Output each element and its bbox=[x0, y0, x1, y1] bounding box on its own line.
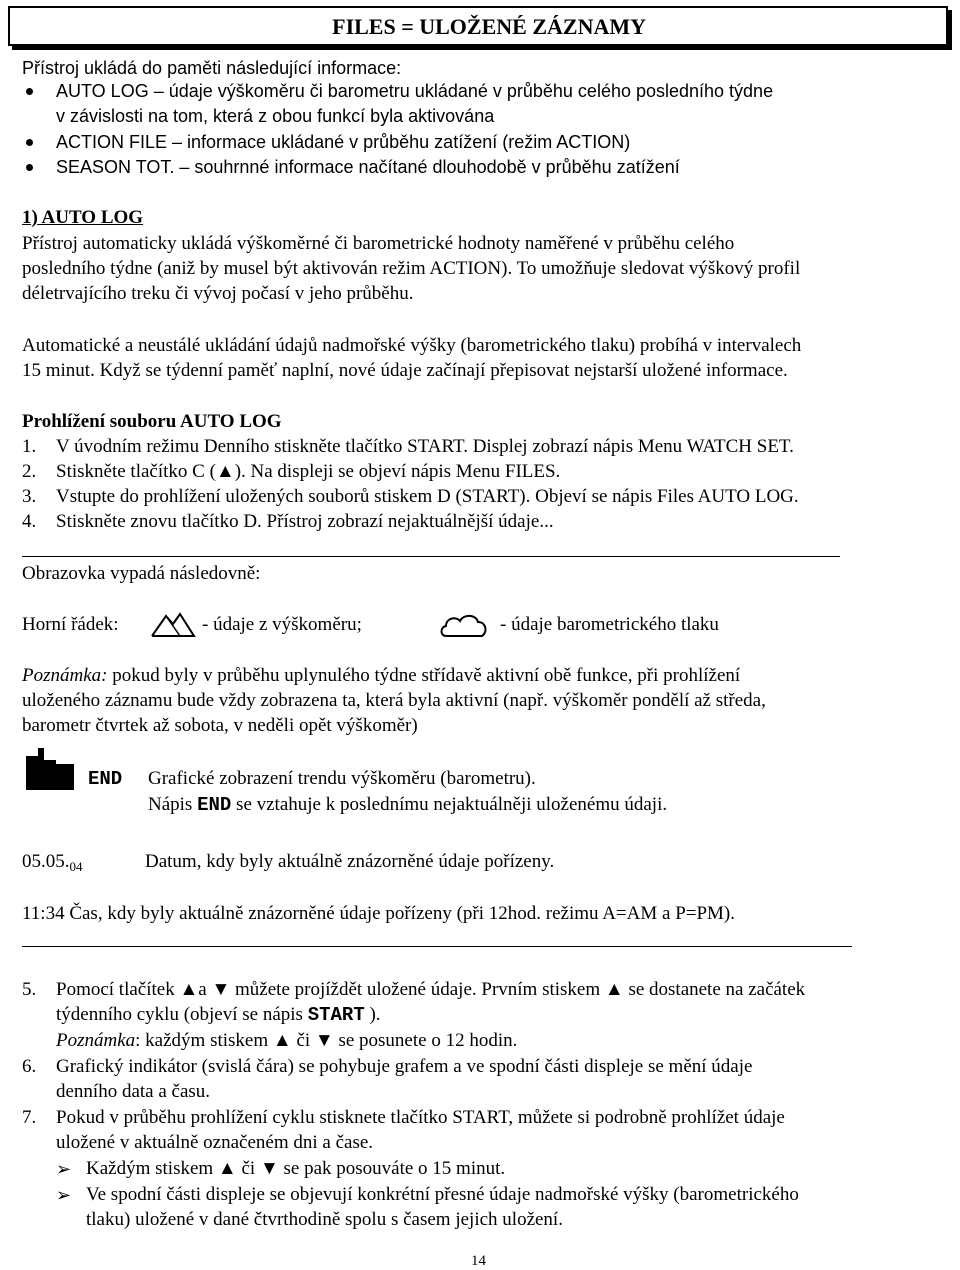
bullet-icon bbox=[26, 164, 33, 171]
step-text: Stiskněte znovu tlačítko D. Přístroj zobrazí nejaktuálnější údaje... bbox=[56, 511, 554, 532]
sub-bullet-text: Ve spodní části displeje se objevují konkrétní přesné údaje nadmořské výšky (barometrického bbox=[86, 1184, 799, 1205]
start-label: START bbox=[307, 1004, 365, 1026]
step5-post: ). bbox=[364, 1004, 381, 1025]
step7-text: uložené v aktuálně označeném dni a čase. bbox=[56, 1132, 374, 1153]
sub-bullet-text: Každým stiskem ▲ či ▼ se pak posouváte o 15 minut. bbox=[86, 1158, 506, 1179]
step-number: 2. bbox=[22, 461, 37, 482]
page-number: 14 bbox=[471, 1253, 486, 1269]
date-desc: Datum, kdy byly aktuálně znázorněné údaje pořízeny. bbox=[145, 851, 555, 872]
autolog-p1-line: Přístroj automaticky ukládá výškoměrné či barometrické hodnoty naměřené v průběhu celého bbox=[22, 233, 735, 254]
step-text: Vstupte do prohlížení uložených souborů stiskem D (START). Objeví se nápis Files AUTO LOG. bbox=[56, 486, 799, 507]
step-number: 7. bbox=[22, 1107, 37, 1128]
end-inline-label: END bbox=[197, 794, 232, 816]
altimeter-desc: - údaje z výškoměru; bbox=[202, 614, 362, 635]
bullet-autolog-cont: v závislosti na tom, která z obou funkcí byla aktivována bbox=[56, 106, 495, 126]
date-value: 05.05. bbox=[22, 851, 70, 872]
end-desc-pre: Nápis bbox=[148, 794, 198, 815]
mountain-icon bbox=[150, 610, 196, 638]
step-number: 3. bbox=[22, 486, 37, 507]
step-number: 4. bbox=[22, 511, 37, 532]
time-line: 11:34 Čas, kdy byly aktuálně znázorněné údaje pořízeny (při 12hod. režimu A=AM a P=PM). bbox=[22, 903, 736, 924]
cloud-icon bbox=[438, 610, 490, 640]
top-row-label: Horní řádek: bbox=[22, 614, 119, 635]
step-number: 5. bbox=[22, 979, 37, 1000]
page-title: FILES = ULOŽENÉ ZÁZNAMY bbox=[332, 14, 646, 39]
bullet-icon bbox=[26, 88, 33, 95]
step-text: V úvodním režimu Denního stiskněte tlačítko START. Displej zobrazí nápis Menu WATCH SET. bbox=[56, 436, 794, 457]
step5-text: Pomocí tlačítek ▲a ▼ můžete projíždět uložené údaje. Prvním stiskem ▲ se dostanete na začátek bbox=[56, 979, 806, 1000]
bullet-action-file: ACTION FILE – informace ukládané v průběhu zatížení (režim ACTION) bbox=[56, 132, 631, 152]
arrow-bullet-icon: ➢ bbox=[56, 1159, 72, 1179]
end-desc: Grafické zobrazení trendu výškoměru (barometru). bbox=[148, 768, 536, 789]
step5-note-text: : každým stiskem ▲ či ▼ se posunete o 12 hodin. bbox=[135, 1030, 518, 1051]
divider bbox=[22, 556, 840, 557]
note-label: Poznámka: bbox=[22, 665, 108, 686]
note-text: barometr čtvrtek až sobota, v neděli opět výškoměr) bbox=[22, 715, 418, 736]
trend-graph-icon bbox=[26, 746, 74, 790]
bullet-icon bbox=[26, 139, 33, 146]
autolog-heading: 1) AUTO LOG bbox=[22, 207, 144, 228]
end-label: END bbox=[88, 768, 123, 790]
autolog-p1-line: déletrvajícího treku či vývoj počasí v jeho průběhu. bbox=[22, 283, 414, 304]
divider bbox=[22, 946, 852, 947]
step5-pre: týdenního cyklu (objeví se nápis bbox=[56, 1004, 308, 1025]
note-text: uloženého záznamu bude vždy zobrazena ta, která byla aktivní (např. výškoměr pondělí až středa, bbox=[22, 690, 766, 711]
intro-text: Přístroj ukládá do paměti následující informace: bbox=[22, 58, 402, 78]
note-text: pokud byly v průběhu uplynulého týdne střídavě aktivní obě funkce, při prohlížení bbox=[107, 665, 741, 686]
step7-text: Pokud v průběhu prohlížení cyklu stisknete tlačítko START, můžete si podrobně prohlížet údaje bbox=[56, 1107, 785, 1128]
bullet-season-tot: SEASON TOT. – souhrnné informace načítané dlouhodobě v průběhu zatížení bbox=[56, 157, 680, 177]
end-desc-post: se vztahuje k poslednímu nejaktuálněji uloženému údaji. bbox=[231, 794, 668, 815]
autolog-p2-line: Automatické a neustálé ukládání údajů nadmořské výšky (barometrického tlaku) probíhá v intervalech bbox=[22, 335, 802, 356]
step6-text: Grafický indikátor (svislá čára) se pohybuje grafem a ve spodní části displeje se mění údaje bbox=[56, 1056, 753, 1077]
autolog-p2-line: 15 minut. Když se týdenní paměť naplní, nové údaje začínají přepisovat nejstarší uložené informace. bbox=[22, 360, 788, 381]
date-year: 04 bbox=[69, 859, 83, 874]
screen-intro: Obrazovka vypadá následovně: bbox=[22, 563, 261, 584]
step-number: 6. bbox=[22, 1056, 37, 1077]
step6-text: denního data a času. bbox=[56, 1081, 211, 1102]
step-number: 1. bbox=[22, 436, 37, 457]
sub-bullet-text: tlaku) uložené v dané čtvrthodině spolu s časem jejich uložení. bbox=[86, 1209, 563, 1230]
step5-note-label: Poznámka bbox=[56, 1030, 136, 1051]
step-text: Stiskněte tlačítko C (▲). Na displeji se objeví nápis Menu FILES. bbox=[56, 461, 561, 482]
title-box bbox=[8, 6, 948, 46]
arrow-bullet-icon: ➢ bbox=[56, 1185, 72, 1205]
barometer-desc: - údaje barometrického tlaku bbox=[500, 614, 719, 635]
browse-heading: Prohlížení souboru AUTO LOG bbox=[22, 411, 282, 432]
autolog-p1-line: posledního týdne (aniž by musel být aktivován režim ACTION). To umožňuje sledovat výškový profil bbox=[22, 258, 801, 279]
bullet-autolog: AUTO LOG – údaje výškoměru či barometru ukládané v průběhu celého posledního týdne bbox=[56, 81, 774, 101]
